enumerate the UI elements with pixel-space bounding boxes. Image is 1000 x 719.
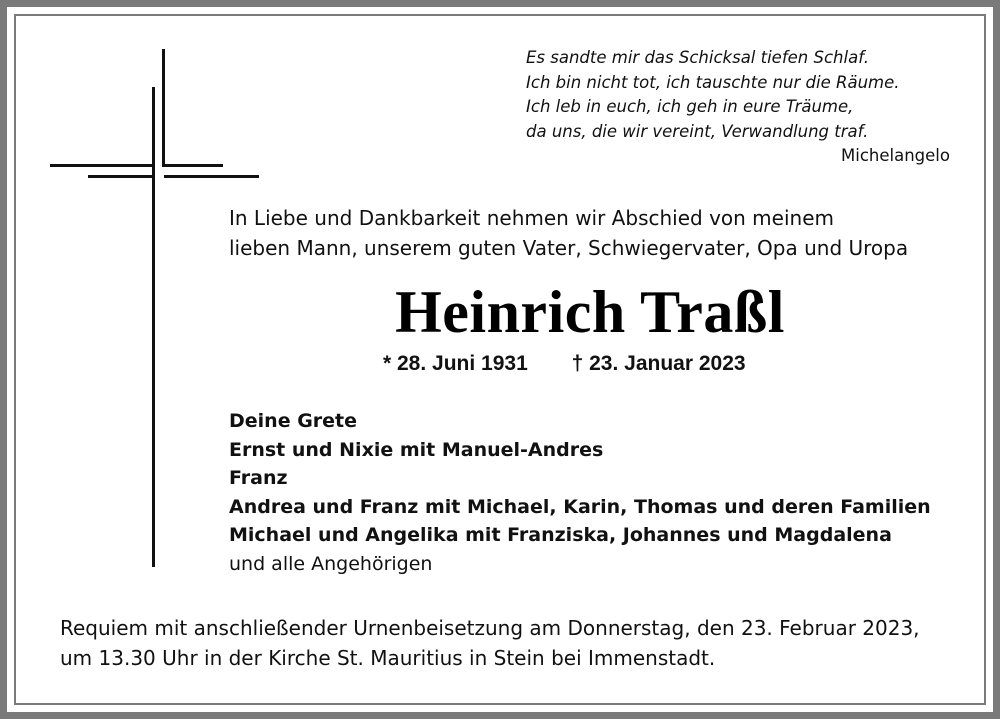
deceased-name: Heinrich Traßl — [395, 279, 785, 345]
life-dates — [383, 350, 746, 378]
mourner-entry: Franz — [229, 467, 288, 490]
intro-line-1: In Liebe und Dankbarkeit nehmen wir Abschied von meinem — [229, 206, 834, 230]
cross-horizontal-bar-right — [164, 164, 223, 167]
requiem-line-1: Requiem mit anschließender Urnenbeisetzung am Donnerstag, den 23. Februar 2023, — [60, 616, 920, 640]
poem-quote — [526, 46, 956, 169]
cross-horizontal-bar-lower-left — [88, 175, 152, 178]
mourner-entry: Andrea und Franz mit Michael, Karin, Thomas und deren Familien — [229, 495, 931, 518]
requiem-notice — [60, 613, 920, 673]
intro-text — [229, 203, 908, 263]
cross-horizontal-bar-left — [50, 164, 154, 167]
intro-line-2: lieben Mann, unserem guten Vater, Schwiegervater, Opa und Uropa — [229, 236, 909, 260]
mourner-entry: und alle Angehörigen — [229, 552, 433, 575]
cross-vertical-bar-2 — [152, 87, 155, 567]
requiem-line-2: um 13.30 Uhr in der Kirche St. Mauritius in Stein bei Immenstadt. — [60, 646, 716, 670]
cross-vertical-bar-1 — [162, 49, 165, 167]
mourners-list — [229, 407, 931, 579]
mourner-entry: Ernst und Nixie mit Manuel-Andres — [229, 438, 604, 461]
poem-line: Ich bin nicht tot, ich tauschte nur die Räume. — [526, 72, 900, 92]
mourner-entry: Deine Grete — [229, 410, 358, 432]
poem-line: Ich leb in euch, ich geh in eure Träume, — [526, 97, 854, 116]
poem-line: da uns, die wir vereint, Verwandlung traf. — [526, 121, 869, 141]
death-date: † 23. Januar 2023 — [571, 352, 746, 375]
poem-author: Michelangelo — [841, 146, 950, 165]
birth-date: * 28. Juni 1931 — [383, 352, 528, 375]
mourner-entry: Michael und Angelika mit Franziska, Johannes und Magdalena — [229, 524, 892, 547]
poem-line: Es sandte mir das Schicksal tiefen Schlaf. — [526, 48, 869, 67]
cross-horizontal-bar-lower-right — [164, 175, 259, 178]
